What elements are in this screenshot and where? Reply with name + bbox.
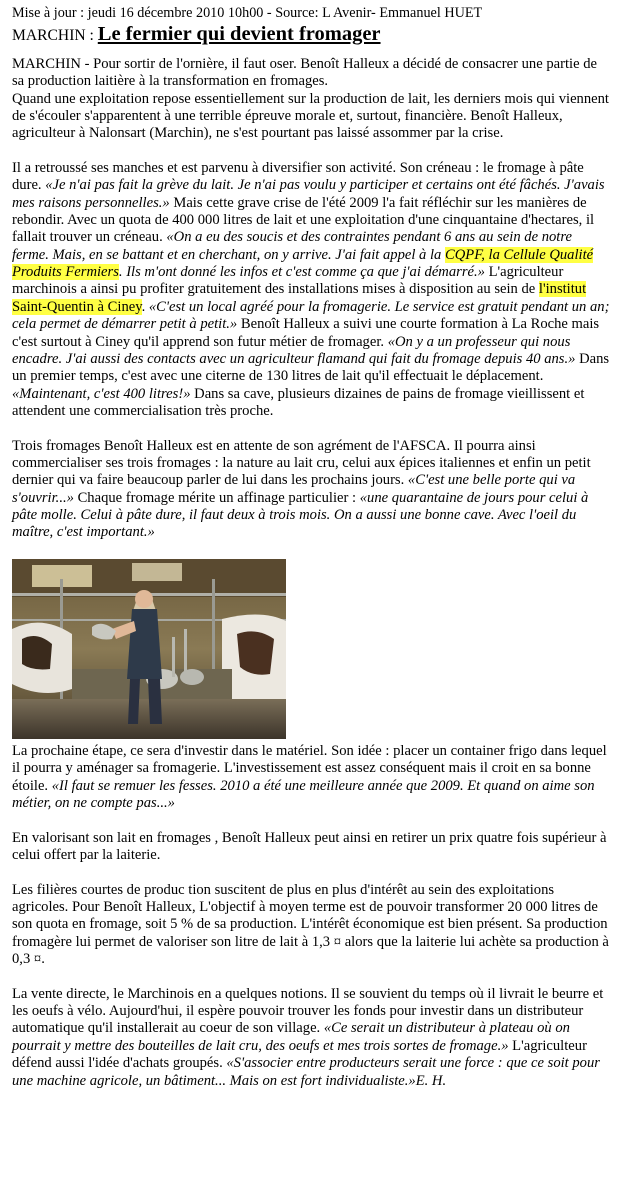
quote-text: «une quarantaine de jours pour celui à pâte molle. Celui à pâte dure, il faut deux à trois mois. On a aussi une bonne cave. Avec l'oeil du maître, c'est important.» bbox=[12, 489, 589, 541]
article-body bbox=[12, 56, 612, 1090]
paragraph bbox=[12, 986, 612, 1090]
body-text: Il a retroussé ses manches et est parvenu à diversifier son activité. Son créneau : le fromage à pâte dure. bbox=[12, 160, 584, 194]
body-text: Les filières courtes de produc tion suscitent de plus en plus d'intérêt au sein des exploitations agricoles. Pour Benoît Halleux, L'objectif à moyen terme est de pouvoir transformer 20 000 litres de son quota en fromage, soit 5 % de sa production. L'intérêt économique est bien présent. Sa production fromagère lui permet de valoriser son litre de lait à 1,3 ¤ alors que la laiterie lui achète sa production à 0,3 ¤. bbox=[12, 881, 609, 968]
body-text: Mais cette grave crise de l'été 2009 l'a fait réfléchir sur les manières de rebondir. Avec un quota de 400 000 litres de lait et une exploitation d'une cinquantaine d'hectares, il fallait trouver un créneau. bbox=[12, 194, 595, 246]
update-source-line: Mise à jour : jeudi 16 décembre 2010 10h00 - Source: L Avenir- Emmanuel HUET bbox=[12, 5, 483, 21]
body-text: Quand une exploitation repose essentiellement sur la production de lait, les derniers mois qui viennent de s'écouler s'apparentent à une terrible épreuve morale et, surtout, financière. Benoît Halleux, agriculteur à Nalonsart (Marchin), ne s'est pourtant pas laissé assommer par la crise. bbox=[12, 90, 609, 142]
paragraph bbox=[12, 743, 612, 812]
quote-text: «On y a un professeur qui nous encadre. J'ai aussi des contacts avec un agriculteur flamand qui fait du fromage depuis 40 ans.» bbox=[12, 333, 576, 367]
paragraph bbox=[12, 56, 612, 91]
body-text: La vente directe, le Marchinois en a quelques notions. Il se souvient du temps où il livrait le beurre et les oeufs à vélo. Aujourd'hui, il espère pouvoir trouver les fonds pour investir dans un distributeur automatique qu'il installerait au coeur de son village. bbox=[12, 985, 604, 1037]
paragraph bbox=[12, 438, 612, 542]
body-text: Chaque fromage mérite un affinage particulier : bbox=[73, 489, 360, 506]
body-text: Trois fromages Benoît Halleux est en attente de son agrément de l'AFSCA. Il pourra ainsi commercialiser ses trois fromages : la nature au lait cru, celui aux épices italiennes et enfin un petit dernier qui va faire beaucoup parler de lui dans les prochains jours. bbox=[12, 437, 591, 489]
body-text: MARCHIN - Pour sortir de l'ornière, il faut oser. Benoît Halleux a décidé de consacrer une partie de sa production laitière à la transformation en fromages. bbox=[12, 56, 597, 90]
paragraph bbox=[12, 830, 612, 865]
body-text: En valorisant son lait en fromages , Benoît Halleux peut ainsi en retirer un prix quatre fois supérieur à celui offert par la laiterie. bbox=[12, 829, 607, 864]
article-title: Le fermier qui devient fromager bbox=[97, 23, 381, 45]
quote-text: «Il faut se remuer les fesses. 2010 a été une meilleure année que 2009. Et quand on aime son métier, on ne compte pas...» bbox=[12, 777, 595, 811]
quote-text: «C'est une belle porte qui va s'ouvrir...» bbox=[12, 472, 576, 506]
paragraph bbox=[12, 160, 612, 420]
quote-text: «S'associer entre producteurs serait une force : que ce soit pour une machine agricole, un bâtiment... Mais on est fort individualiste.»E. H. bbox=[12, 1055, 600, 1089]
body-text: L'agriculteur défend aussi l'idée d'achats groupés. bbox=[12, 1037, 587, 1072]
body-text: La prochaine étape, ce sera d'investir dans le matériel. Son idée : placer un container frigo dans lequel il pourra y aménager sa fromagerie. L'investissement est assez conséquent mais il croit en sa bonne étoile. bbox=[12, 742, 607, 794]
paragraph bbox=[12, 91, 612, 143]
quote-text: «C'est un local agréé pour la fromagerie. Le service est gratuit pendant un an; cela permet de démarrer petit à petit.» bbox=[12, 298, 610, 333]
headline-town-prefix: MARCHIN : bbox=[12, 27, 98, 44]
farmer-milking-photo bbox=[12, 559, 286, 739]
quote-text: «Ce serait un distributeur à plateau où on pourrait y mettre des bouteilles de lait cru, des oeufs et mes trois sortes de fromage.» bbox=[12, 1020, 570, 1054]
quote-text: «On a eu des soucis et des contraintes pendant 6 ans au sein de notre ferme. Mais, en se battant et en cherchant, on y arrive. J'ai fait appel à la bbox=[12, 229, 572, 263]
highlighted-text: l'institut Saint-Quentin à Ciney bbox=[12, 281, 587, 315]
quote-text: «Maintenant, c'est 400 litres!» bbox=[12, 385, 191, 402]
quote-text: . Ils m'ont donné les infos et c'est comme ça que j'ai démarré.» bbox=[118, 264, 485, 281]
body-text: . bbox=[141, 298, 149, 315]
body-text: L'agriculteur marchinois a ainsi pu profiter gratuitement des installations mises à disposition au sein de bbox=[12, 264, 564, 298]
paragraph bbox=[12, 882, 612, 969]
body-text: Benoît Halleux a suivi une courte formation à La Roche mais c'est surtout à Ciney qu'il apprend son futur métier de fromager. bbox=[12, 316, 600, 350]
highlighted-text: CQPF, la Cellule Qualité Produits Fermiers bbox=[12, 246, 594, 281]
quote-text: «Je n'ai pas fait la grève du lait. Je n'ai pas voulu y participer et certains ont été fâchés. J'avais mes raisons personnelles.» bbox=[12, 177, 605, 211]
article bbox=[12, 4, 612, 1107]
body-text: Dans sa cave, plusieurs dizaines de pains de fromage vieillissent et attendent une commercialisation très proche. bbox=[12, 385, 585, 419]
body-text: Dans un premier temps, c'est avec une citerne de 130 litres de lait qu'il effectuait le déplacement. bbox=[12, 350, 610, 385]
headline bbox=[12, 23, 612, 47]
